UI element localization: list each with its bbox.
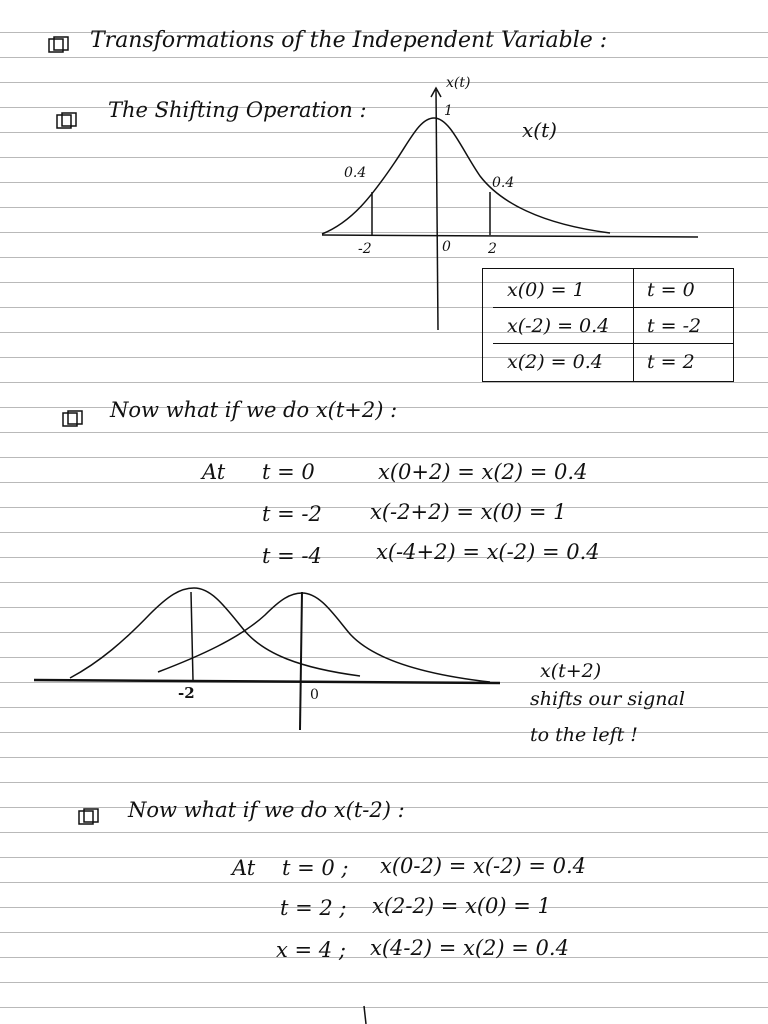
table-expr: x(0) = 1	[507, 279, 585, 301]
axis-label: x(t)	[446, 75, 471, 91]
calc-row: x(0-2) = x(-2) = 0.4	[380, 854, 587, 878]
t-value: t = 0 ;	[282, 856, 349, 880]
section3-title: Now what if we do x(t-2) :	[128, 798, 405, 822]
table-expr: x(2) = 0.4	[507, 351, 603, 373]
table-cond: t = 0	[647, 279, 695, 301]
t-value: t = 2 ;	[280, 896, 347, 920]
note-line: shifts our signal	[530, 688, 685, 710]
calc-row: x(0+2) = x(2) = 0.4	[378, 460, 588, 484]
section2-title: Now what if we do x(t+2) :	[110, 398, 398, 422]
table-cond: t = 2	[647, 351, 695, 373]
calc-row: x(4-2) = x(2) = 0.4	[370, 936, 569, 960]
right-value: 0.4	[492, 175, 515, 191]
note-line: x(t+2)	[540, 660, 602, 682]
calc-row: x(-4+2) = x(-2) = 0.4	[376, 540, 600, 564]
tick-neg: -2	[358, 241, 372, 257]
peak-value: 1	[444, 103, 453, 119]
section1-title: The Shifting Operation :	[108, 98, 367, 122]
page-heading: Transformations of the Independent Variable :	[90, 28, 608, 53]
tick-pos: 2	[488, 241, 497, 257]
t-value: t = 0	[262, 460, 315, 484]
table-expr: x(-2) = 0.4	[507, 315, 610, 337]
tick-zero: 0	[442, 239, 451, 255]
t-value: t = -2	[262, 502, 322, 526]
t-value: x = 4 ;	[276, 938, 346, 962]
tick-neg: -2	[178, 684, 195, 702]
curve-label: x(t)	[522, 118, 557, 142]
table-cond: t = -2	[647, 315, 702, 337]
at-label: At	[202, 460, 226, 484]
calc-row: x(-2+2) = x(0) = 1	[370, 500, 567, 524]
note-line: to the left !	[530, 724, 638, 746]
tick-zero: 0	[310, 687, 319, 703]
at-label: At	[232, 856, 256, 880]
t-value: t = -4	[262, 544, 322, 568]
left-value: 0.4	[344, 165, 367, 181]
calc-row: x(2-2) = x(0) = 1	[372, 894, 551, 918]
